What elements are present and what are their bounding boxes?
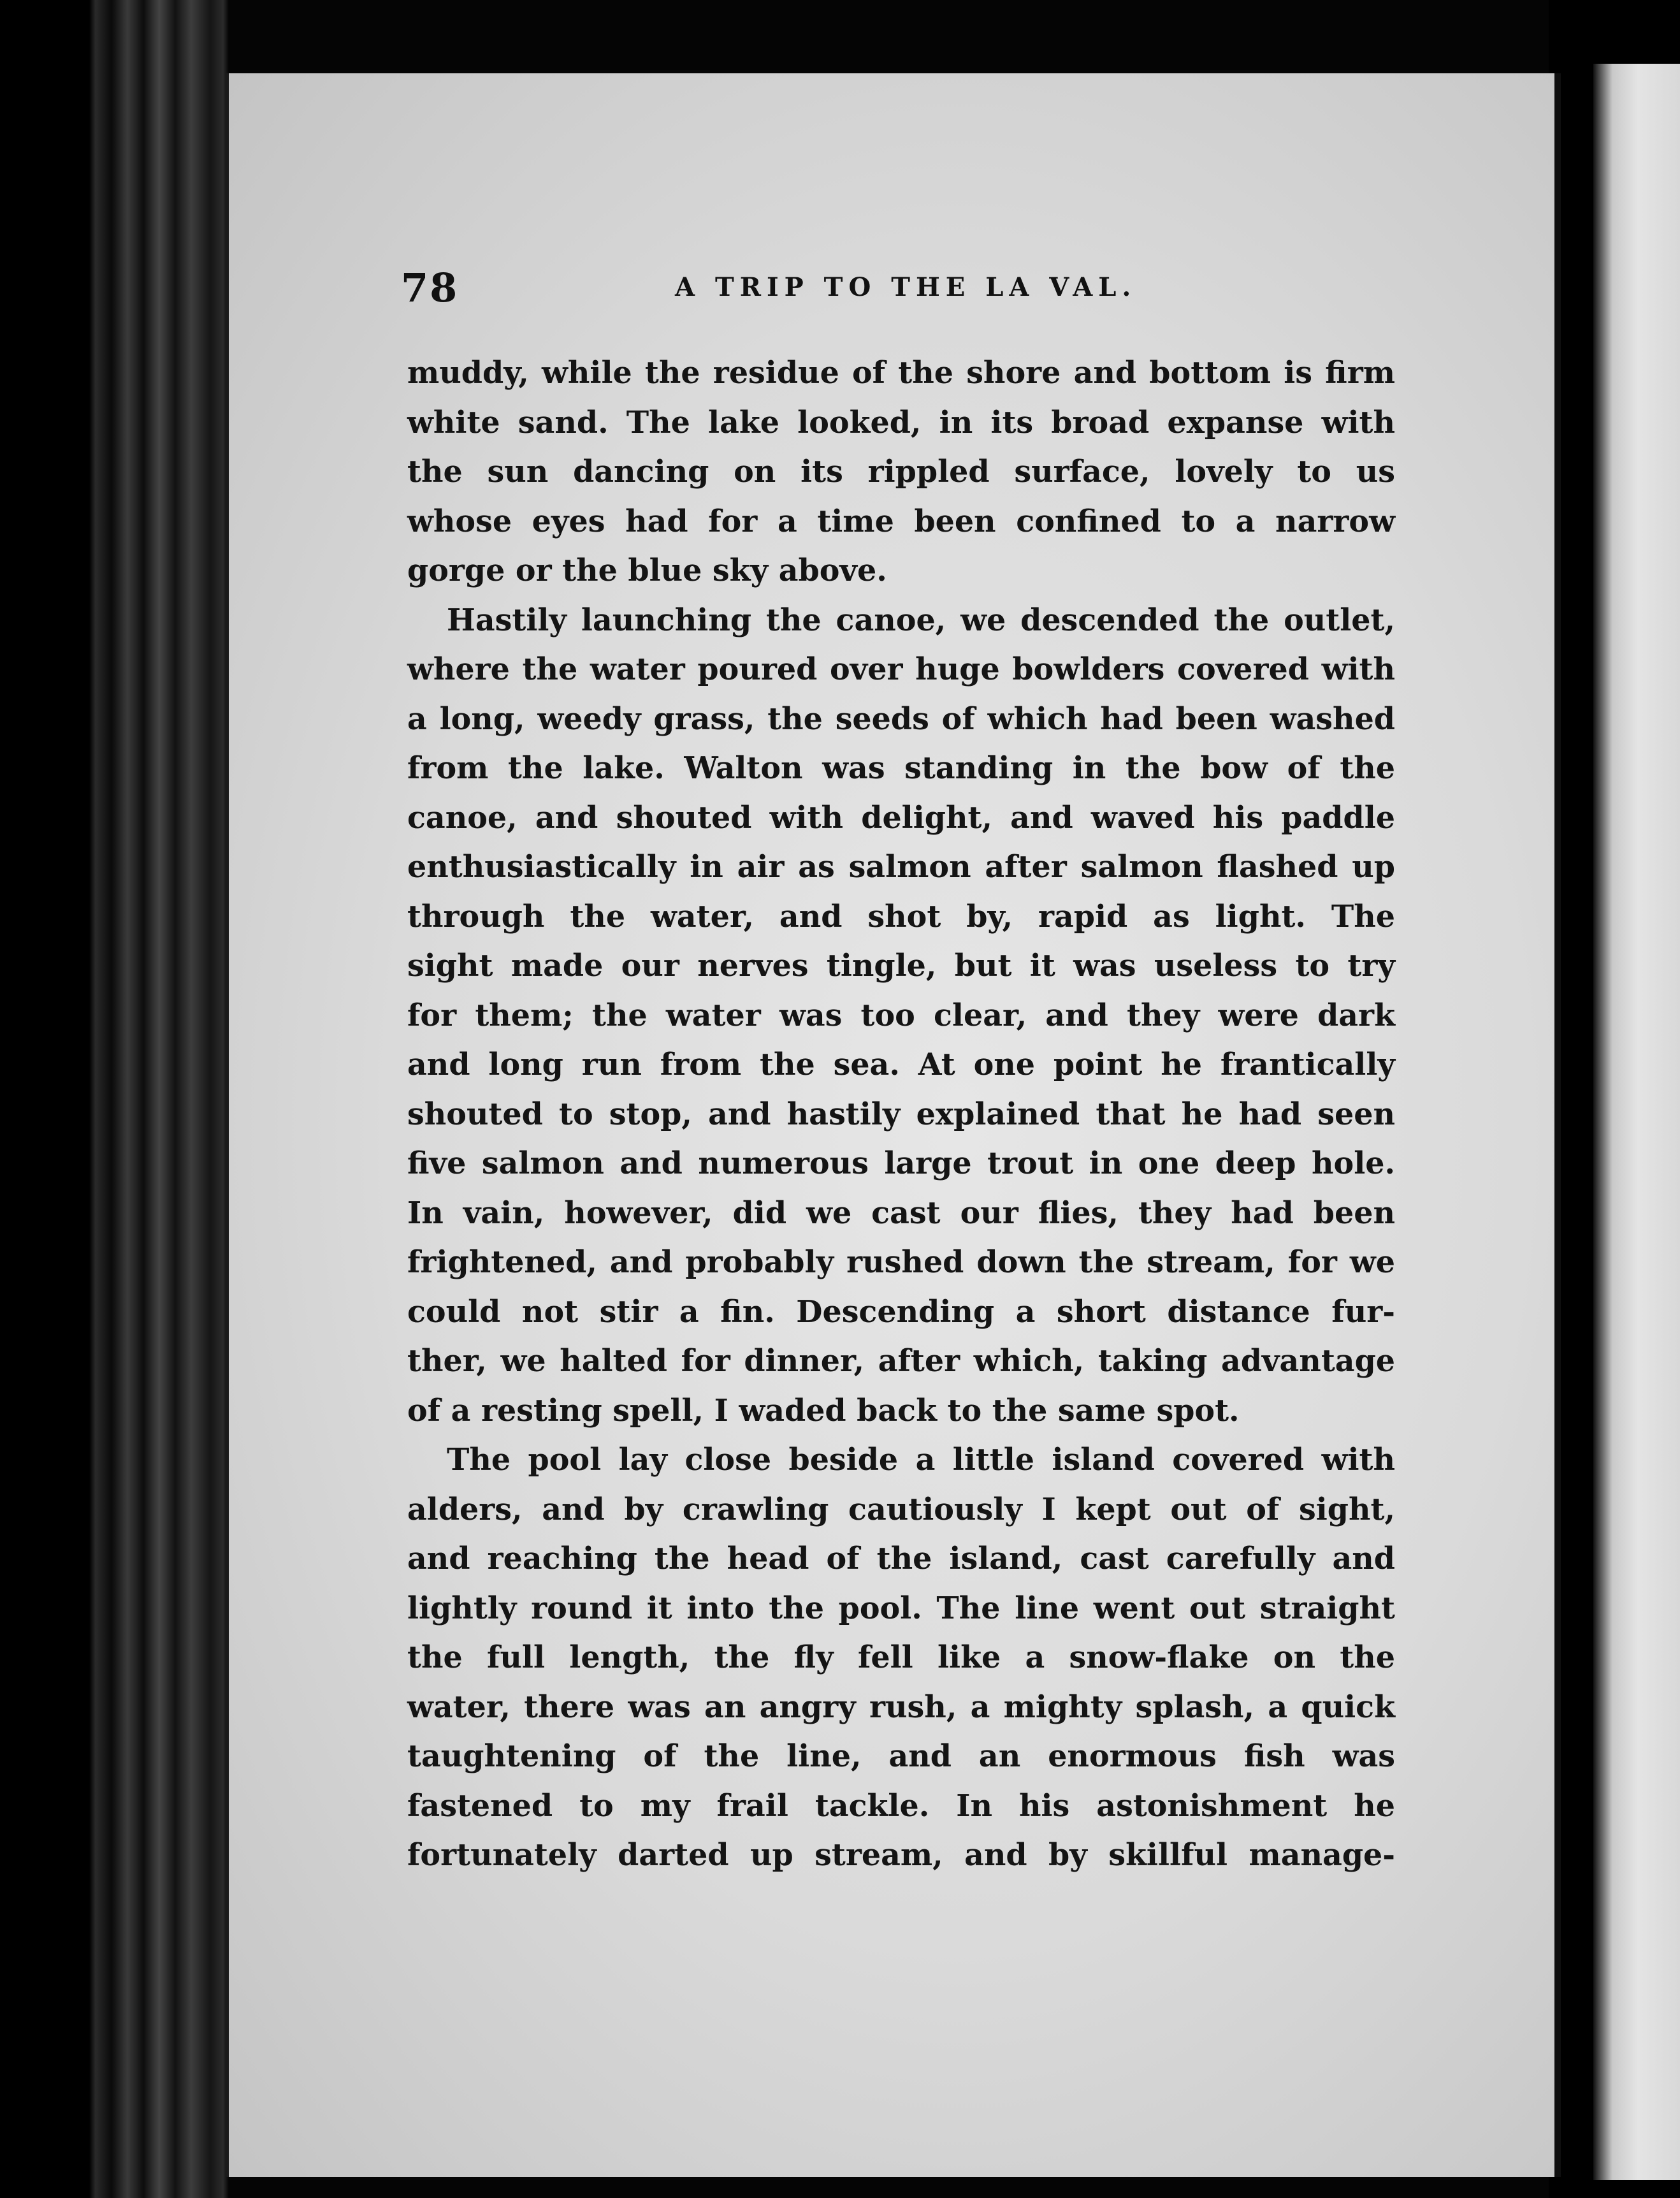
- text-line: fortunately darted up stream, and by skillful manage-: [407, 1837, 1395, 1873]
- text-line: whose eyes had for a time been confined to a narrow: [407, 503, 1395, 539]
- text-line: for them; the water was too clear, and they were dark: [407, 997, 1395, 1033]
- running-title: A TRIP TO THE LA VAL.: [675, 272, 1137, 302]
- text-line: a long, weedy grass, the seeds of which had been washed: [407, 701, 1395, 737]
- text-line: canoe, and shouted with delight, and waved his paddle: [407, 799, 1395, 836]
- text-line: ther, we halted for dinner, after which, taking advantage: [407, 1343, 1395, 1379]
- text-line: the sun dancing on its rippled surface, lovely to us: [407, 454, 1395, 490]
- text-line: enthusiastically in air as salmon after salmon flashed up: [407, 849, 1395, 885]
- text-line: from the lake. Walton was standing in the bow of the: [407, 750, 1395, 786]
- text-line: white sand. The lake looked, in its broad expanse with: [407, 404, 1395, 440]
- text-line: sight made our nerves tingle, but it was useless to try: [407, 948, 1395, 984]
- text-line: muddy, while the residue of the shore and bottom is firm: [407, 355, 1395, 391]
- body-text: [407, 349, 1395, 1881]
- text-line: water, there was an angry rush, a mighty splash, a quick: [407, 1689, 1395, 1725]
- page-header: [401, 265, 1338, 335]
- text-line: five salmon and numerous large trout in one deep hole.: [407, 1146, 1395, 1181]
- text-line: gorge or the blue sky above.: [407, 553, 887, 588]
- text-line: the full length, the fly fell like a snow-flake on the: [407, 1640, 1395, 1675]
- text-line: alders, and by crawling cautiously I kept out of sight,: [407, 1491, 1395, 1527]
- paragraph-first-line: Hastily launching the canoe, we descended the outlet,: [447, 602, 1395, 638]
- book-page: [226, 73, 1561, 2177]
- text-line: where the water poured over huge bowlders covered with: [407, 651, 1395, 687]
- paragraph-first-line: The pool lay close beside a little island covered with: [447, 1442, 1395, 1478]
- book-spine-edge: [0, 0, 229, 2198]
- text-line: fastened to my frail tackle. In his astonishment he: [407, 1787, 1395, 1824]
- text-line: through the water, and shot by, rapid as light. The: [407, 898, 1395, 935]
- text-line: frightened, and probably rushed down the stream, for we: [407, 1244, 1395, 1280]
- text-line: and long run from the sea. At one point he frantically: [407, 1047, 1395, 1082]
- text-line: of a resting spell, I waded back to the same spot.: [407, 1392, 1240, 1429]
- text-line: taughtening of the line, and an enormous fish was: [407, 1738, 1395, 1774]
- text-line: could not stir a fin. Descending a short distance fur-: [407, 1293, 1395, 1330]
- adjacent-page-edge: [1593, 64, 1680, 2180]
- page-number: 78: [401, 265, 459, 311]
- text-line: and reaching the head of the island, cast carefully and: [407, 1541, 1395, 1576]
- text-line: lightly round it into the pool. The line went out straight: [407, 1590, 1395, 1626]
- text-line: shouted to stop, and hastily explained that he had seen: [407, 1096, 1395, 1132]
- text-line: In vain, however, did we cast our flies, they had been: [407, 1195, 1395, 1231]
